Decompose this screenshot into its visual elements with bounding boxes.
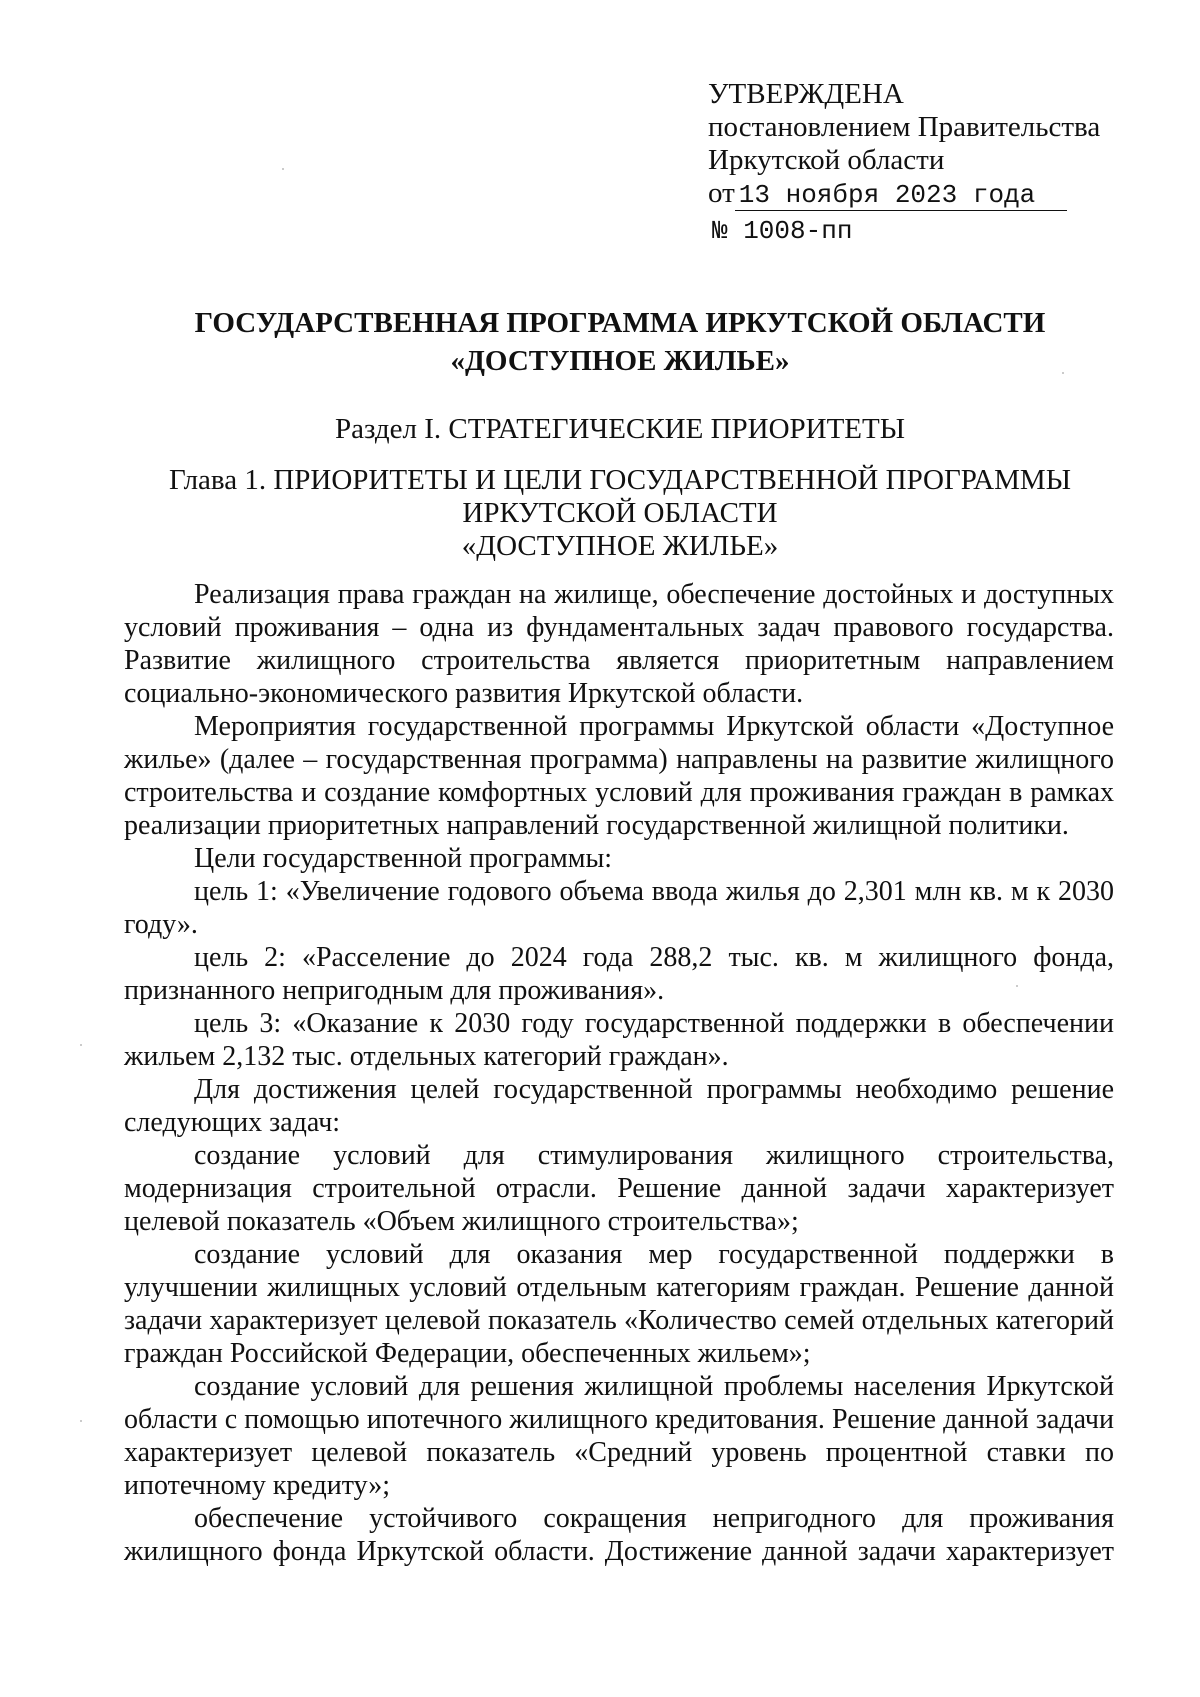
approval-block [708, 78, 1128, 248]
approval-line-2: Иркутской области [708, 144, 945, 176]
paragraph-goals-heading: Цели государственной программы: [194, 843, 613, 874]
scan-speck [80, 1420, 82, 1422]
program-title-line-2: «ДОСТУПНОЕ ЖИЛЬЕ» [450, 345, 790, 377]
scan-speck [282, 168, 284, 170]
approval-heading: УТВЕРЖДЕНА [708, 78, 904, 110]
scan-speck [1062, 372, 1064, 374]
paragraph-goal-3: цель 3: «Оказание к 2030 году государственной поддержки в обеспечении жильем 2,132 тыс. отдельных категорий граждан». [124, 1008, 1114, 1072]
paragraph-intro: Реализация права граждан на жилище, обеспечение достойных и доступных условий проживания – одна из фундаментальных задач правового государства. Развитие жилищного строительства является приоритетным направлением социально-экономического развития Иркутской области. [124, 579, 1114, 709]
paragraph-task-1: создание условий для стимулирования жилищного строительства, модернизация строительной отрасли. Решение данной задачи характеризует целевой показатель «Объем жилищного строительства»; [124, 1140, 1114, 1237]
paragraph-goal-1: цель 1: «Увеличение годового объема ввода жилья до 2,301 млн кв. м к 2030 году». [124, 876, 1114, 940]
chapter-heading-line-1: Глава 1. ПРИОРИТЕТЫ И ЦЕЛИ ГОСУДАРСТВЕННОЙ ПРОГРАММЫ [168, 464, 1071, 496]
approval-date-row [708, 177, 1128, 211]
paragraph-tasks-heading: Для достижения целей государственной программы необходимо решение следующих задач: [124, 1074, 1114, 1138]
scan-speck [80, 1044, 82, 1046]
chapter-heading-line-2: ИРКУТСКОЙ ОБЛАСТИ [462, 497, 778, 529]
approval-date-prefix: от [708, 177, 735, 209]
body-text [124, 578, 1114, 1568]
chapter-heading-line-3: «ДОСТУПНОЕ ЖИЛЬЕ» [461, 530, 779, 562]
paragraph-measures: Мероприятия государственной программы Иркутской области «Доступное жилье» (далее – государственная программа) направлены на развитие жилищного строительства и создание комфортных условий для проживания граждан в рамках реализации приоритетных направлений государственной жилищной политики. [124, 711, 1114, 841]
approval-number: № 1008-пп [712, 216, 853, 246]
section-heading: Раздел I. СТРАТЕГИЧЕСКИЕ ПРИОРИТЕТЫ [334, 413, 906, 445]
approval-line-1: постановлением Правительства [708, 111, 1101, 143]
scan-speck [1016, 985, 1018, 987]
paragraph-task-3: создание условий для решения жилищной проблемы населения Иркутской области с помощью ипотечного жилищного кредитования. Решение данной задачи характеризует целевой показатель «Средний уровень процентной ставки по ипотечному кредиту»; [124, 1371, 1114, 1501]
program-title-line-1: ГОСУДАРСТВЕННАЯ ПРОГРАММА ИРКУТСКОЙ ОБЛАСТИ [194, 307, 1046, 339]
approval-date-value: 13 ноября 2023 года [735, 180, 1067, 211]
paragraph-goal-2: цель 2: «Расселение до 2024 года 288,2 тыс. кв. м жилищного фонда, признанного непригодным для проживания». [124, 942, 1114, 1006]
paragraph-task-2: создание условий для оказания мер государственной поддержки в улучшении жилищных условий отдельным категориям граждан. Решение данной задачи характеризует целевой показатель «Количество семей отдельных категорий граждан Российской Федерации, обеспеченных жильем»; [124, 1239, 1114, 1369]
program-title [140, 304, 1100, 380]
chapter-heading [140, 464, 1100, 563]
paragraph-task-4: обеспечение устойчивого сокращения непригодного для проживания жилищного фонда Иркутской области. Достижение данной задачи характеризует [124, 1503, 1114, 1567]
